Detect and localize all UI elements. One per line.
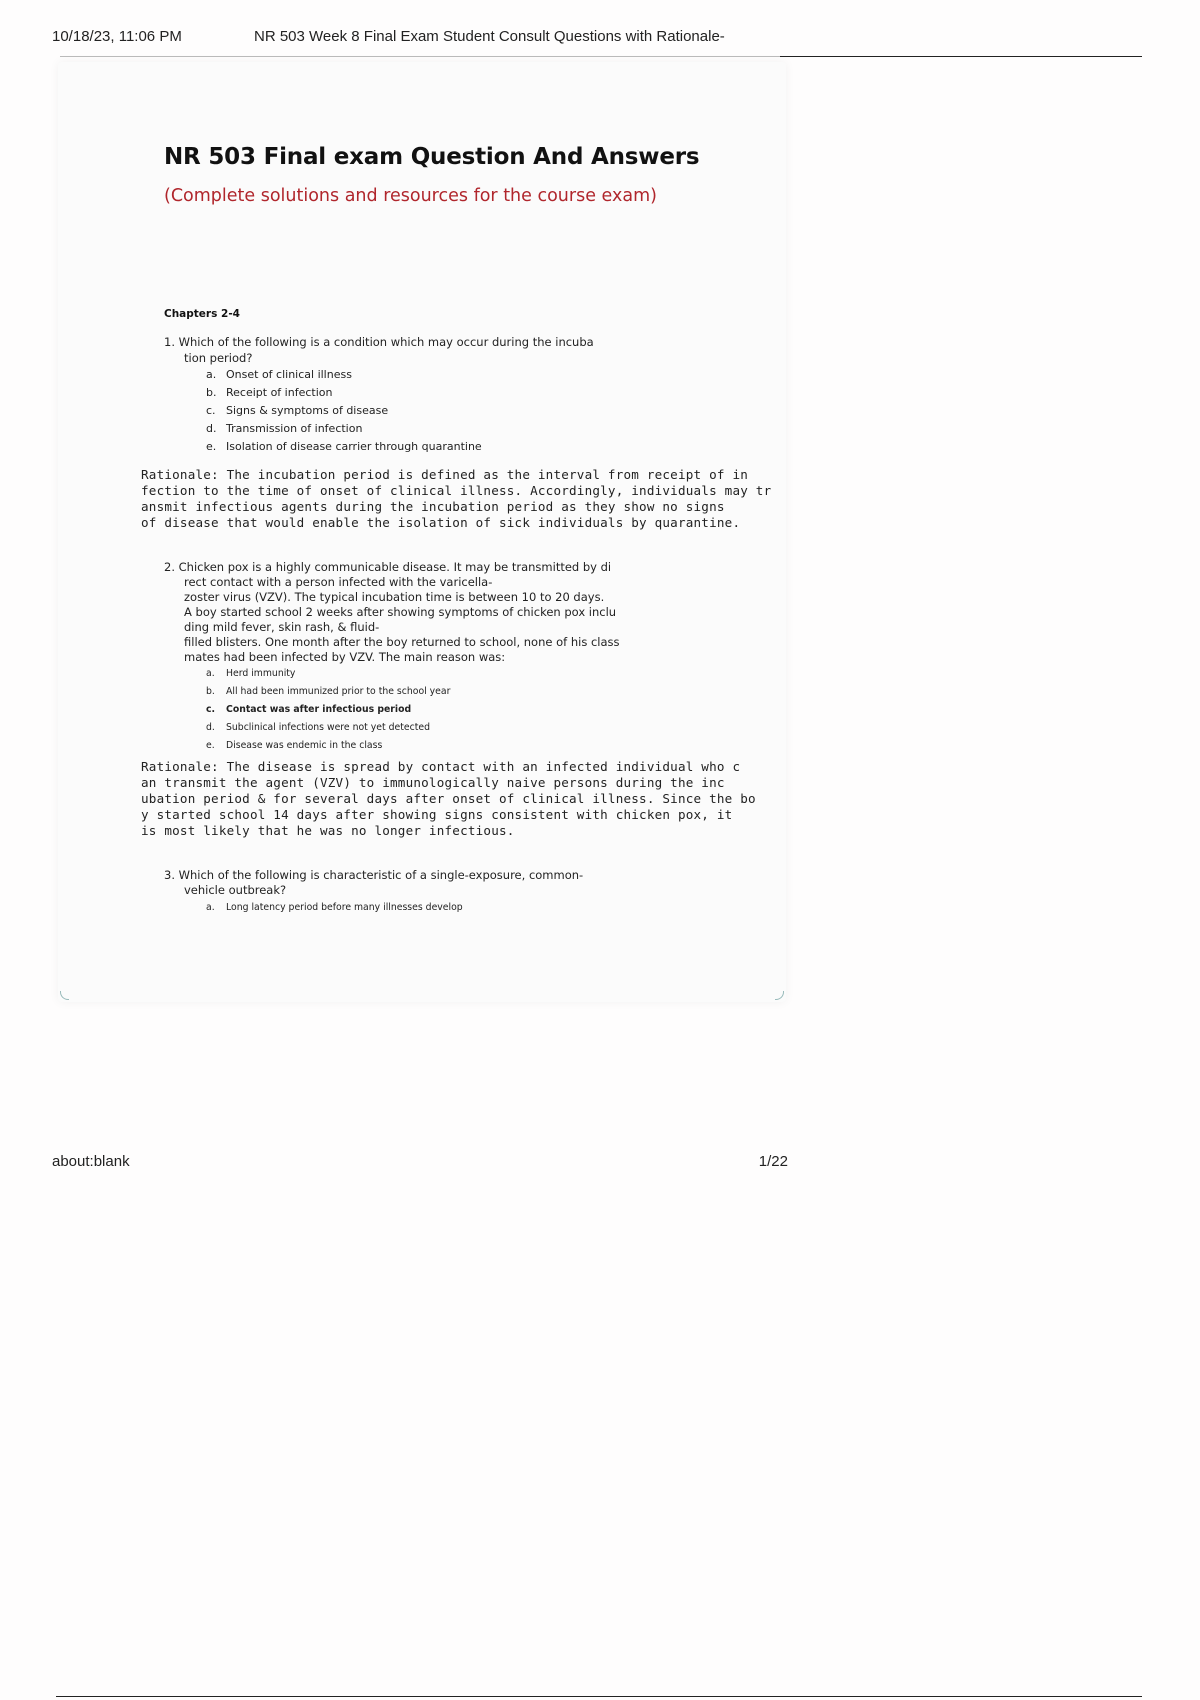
option-text: Long latency period before many illnesses develop (226, 902, 463, 913)
option-letter: c. (206, 404, 216, 417)
print-footer (52, 1153, 788, 1175)
question-2-line: mates had been infected by VZV. The main reason was: (184, 650, 506, 664)
question-1-option-a (206, 367, 352, 383)
rationale-1-line: ansmit infectious agents during the incubation period as they show no signs (141, 499, 725, 514)
chapter-heading: Chapters 2-4 (164, 308, 240, 320)
header-divider-light (60, 56, 780, 57)
document-page-image (58, 62, 786, 1002)
document-subtitle: (Complete solutions and resources for the course exam) (164, 186, 657, 206)
option-text: Onset of clinical illness (226, 368, 352, 381)
rationale-1-line: fection to the time of onset of clinical illness. Accordingly, individuals may tr (141, 483, 772, 498)
question-1-option-e (206, 439, 482, 455)
question-1-option-c (206, 403, 388, 419)
question-1-line: tion period? (184, 351, 253, 365)
option-letter: a. (206, 668, 215, 679)
print-page-number: 1/22 (758, 1153, 788, 1170)
option-text: Contact was after infectious period (226, 704, 412, 715)
option-letter: e. (206, 740, 215, 751)
question-3-option-a (206, 900, 463, 916)
question-2-option-d (206, 720, 430, 736)
option-text: Herd immunity (226, 668, 296, 679)
rationale-2-line: Rationale: The disease is spread by contact with an infected individual who c (141, 759, 741, 774)
header-divider (780, 56, 1142, 57)
question-2-line: A boy started school 2 weeks after showing symptoms of chicken pox inclu (184, 605, 617, 619)
option-letter: b. (206, 386, 217, 399)
rationale-1-line: Rationale: The incubation period is defined as the interval from receipt of in (141, 467, 749, 482)
option-letter: a. (206, 902, 215, 913)
document-title: NR 503 Final exam Question And Answers (164, 144, 700, 170)
option-text: All had been immunized prior to the school year (226, 686, 451, 697)
option-text: Isolation of disease carrier through quarantine (226, 440, 482, 453)
option-text: Transmission of infection (226, 422, 363, 435)
option-text: Receipt of infection (226, 386, 333, 399)
option-text: Disease was endemic in the class (226, 740, 383, 751)
question-2-line: rect contact with a person infected with the varicella- (184, 575, 493, 589)
print-header (52, 28, 1142, 58)
option-letter: a. (206, 368, 217, 381)
question-1-line: 1. Which of the following is a condition which may occur during the incuba (164, 335, 594, 349)
option-text: Signs & symptoms of disease (226, 404, 389, 417)
rationale-1-line: of disease that would enable the isolation of sick individuals by quarantine. (141, 515, 741, 530)
option-letter: d. (206, 422, 217, 435)
option-letter: e. (206, 440, 217, 453)
question-2-option-a (206, 666, 295, 682)
question-2-option-e (206, 738, 382, 754)
question-1-option-d (206, 421, 362, 437)
bottom-divider (56, 1696, 1142, 1697)
document-content (58, 62, 786, 1002)
option-letter: d. (206, 722, 215, 733)
rationale-2-line: is most likely that he was no longer infectious. (141, 823, 515, 838)
print-url: about:blank (52, 1153, 130, 1170)
print-page-title: NR 503 Week 8 Final Exam Student Consult Questions with Rationale- (254, 28, 725, 45)
question-2-option-b (206, 684, 450, 700)
option-text: Subclinical infections were not yet detected (226, 722, 430, 733)
rationale-2-line: ubation period & for several days after onset of clinical illness. Since the bo (141, 791, 756, 806)
print-timestamp: 10/18/23, 11:06 PM (52, 28, 182, 45)
rationale-2-line: an transmit the agent (VZV) to immunologically naive persons during the inc (141, 775, 725, 790)
question-2-line: zoster virus (VZV). The typical incubation time is between 10 to 20 days. (184, 590, 605, 604)
option-letter: b. (206, 686, 215, 697)
question-3-line: vehicle outbreak? (184, 883, 287, 897)
question-2-option-c (206, 702, 411, 718)
rationale-2-line: y started school 14 days after showing signs consistent with chicken pox, it (141, 807, 733, 822)
question-1-option-b (206, 385, 332, 401)
option-letter: c. (206, 704, 216, 715)
question-2-line: 2. Chicken pox is a highly communicable disease. It may be transmitted by di (164, 560, 612, 574)
question-2-line: ding mild fever, skin rash, & fluid- (184, 620, 380, 634)
question-3-line: 3. Which of the following is characteristic of a single-exposure, common- (164, 868, 584, 882)
question-2-line: filled blisters. One month after the boy returned to school, none of his class (184, 635, 620, 649)
